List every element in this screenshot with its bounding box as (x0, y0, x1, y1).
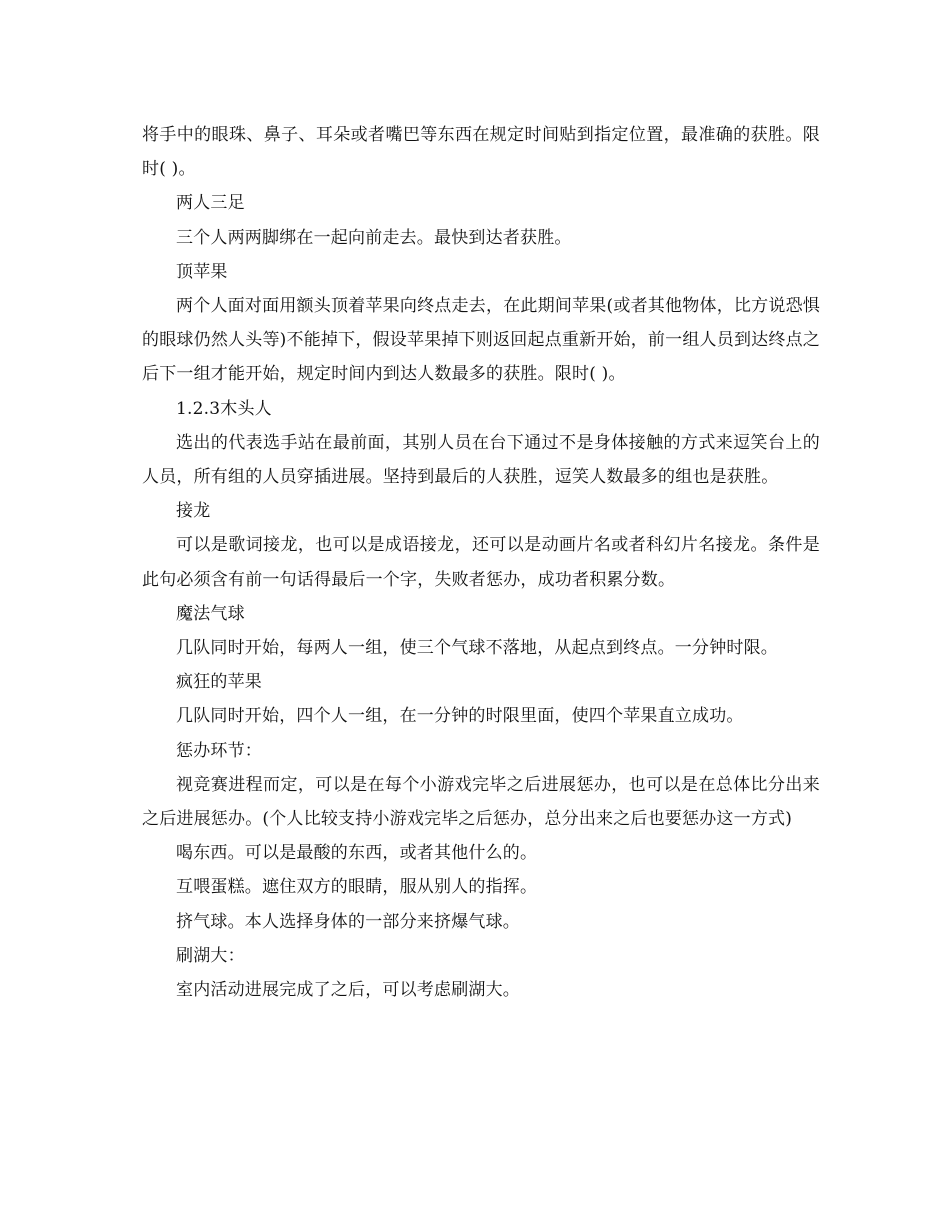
paragraph-penalty-cake: 互喂蛋糕。遮住双方的眼睛，服从别人的指挥。 (176, 877, 538, 898)
paragraph-penalty-balloon: 挤气球。本人选择身体的一部分来挤爆气球。 (176, 911, 520, 932)
paragraph-crazy-apple: 几队同时开始，四个人一组，在一分钟的时限里面，使四个苹果直立成功。 (176, 706, 744, 727)
heading-three-legged: 两人三足 (176, 193, 245, 214)
paragraph-three-legged: 三个人两两脚绑在一起向前走去。最快到达者获胜。 (176, 227, 572, 248)
paragraph-apple-balance: 两个人面对面用额头顶着苹果向终点走去，在此期间苹果(或者其他物体，比方说恐惧的眼球仍然人头等)不能掉下，假设苹果掉下则返回起点重新开始，前一组人员到达终点之后下一组才能开始，规定时间内到达人数最多的获胜。限时( )。 (142, 296, 820, 385)
paragraph-magic-balloon: 几队同时开始，每两人一组，使三个气球不落地，从起点到终点。一分钟时限。 (176, 638, 778, 659)
paragraph-brush-hunan-univ: 室内活动进展完成了之后，可以考虑刷湖大。 (176, 980, 520, 1001)
heading-penalty: 惩办环节： (176, 740, 262, 761)
heading-wooden-man: 1.2.3木头人 (176, 398, 272, 419)
paragraph-wooden-man: 选出的代表选手站在最前面，其别人员在台下通过不是身体接触的方式来逗笑台上的人员，所有组的人员穿插进展。坚持到最后的人获胜，逗笑人数最多的组也是获胜。 (142, 432, 820, 488)
paragraph-sticker-game-end: 将手中的眼珠、鼻子、耳朵或者嘴巴等东西在规定时间贴到指定位置，最准确的获胜。限时( )。 (142, 125, 820, 180)
paragraph-penalty: 视竞赛进程而定，可以是在每个小游戏完毕之后进展惩办，也可以是在总体比分出来之后进展惩办。(个人比较支持小游戏完毕之后惩办，总分出来之后也要惩办这一方式) (142, 774, 820, 830)
heading-apple-balance: 顶苹果 (176, 261, 228, 282)
heading-brush-hunan-univ: 刷湖大： (176, 945, 245, 966)
document-body (142, 118, 820, 1007)
paragraph-word-chain: 可以是歌词接龙，也可以是成语接龙，还可以是动画片名或者科幻片名接龙。条件是此句必须含有前一句话得最后一个字，失败者惩办，成功者积累分数。 (142, 535, 820, 590)
heading-magic-balloon: 魔法气球 (176, 603, 245, 624)
heading-crazy-apple: 疯狂的苹果 (176, 672, 262, 693)
heading-word-chain: 接龙 (176, 501, 211, 522)
paragraph-penalty-drink: 喝东西。可以是最酸的东西，或者其他什么的。 (176, 843, 538, 864)
